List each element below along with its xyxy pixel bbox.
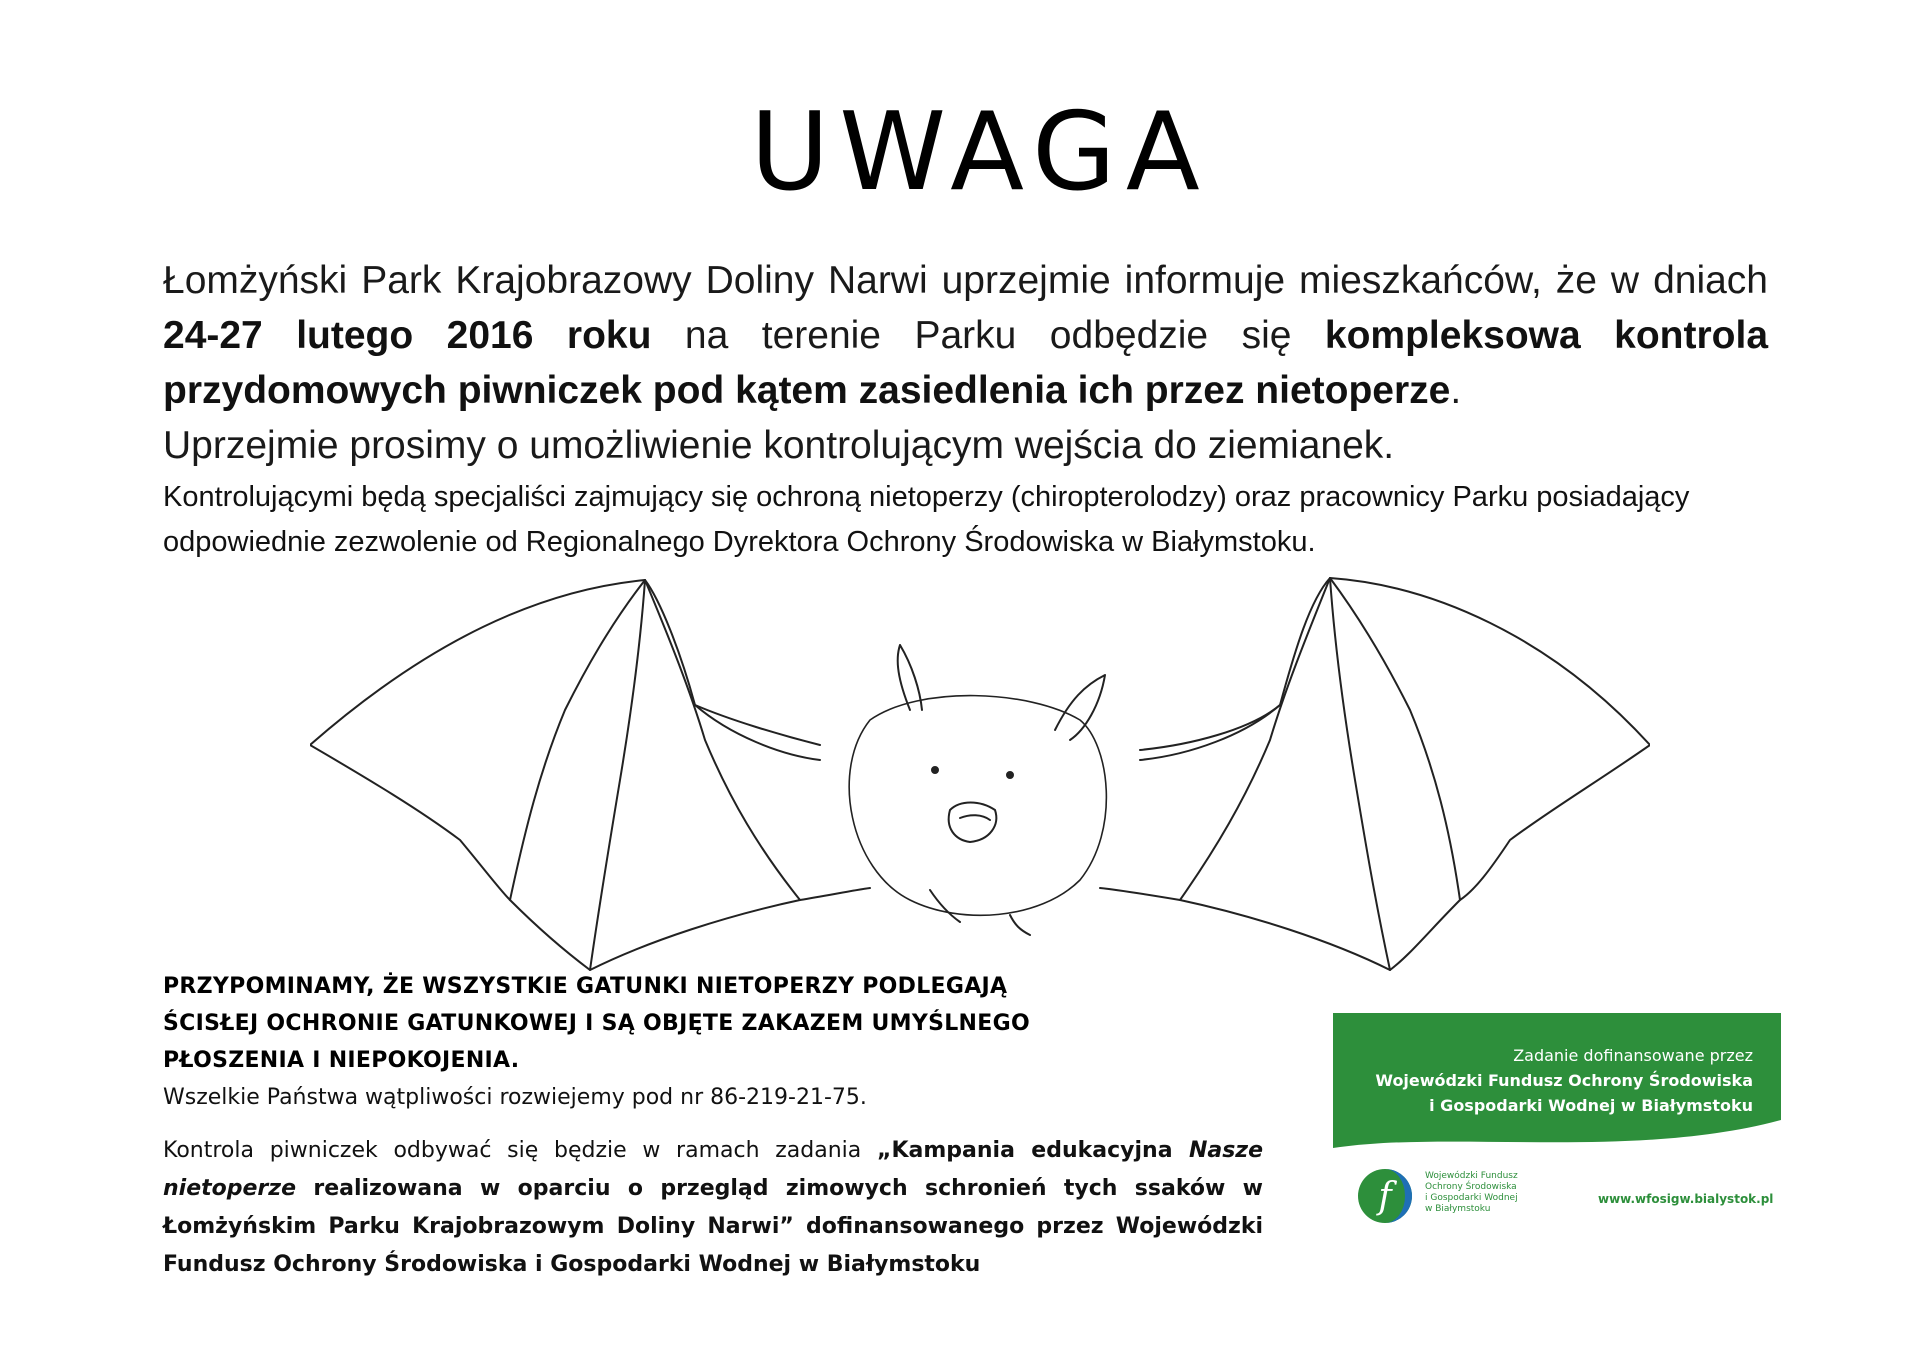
banner-wave xyxy=(1333,1120,1781,1160)
funder-line-1: Zadanie dofinansowane przez xyxy=(1513,1046,1753,1065)
intro-request: Uprzejmie prosimy o umożliwienie kontrolującym wejścia do ziemianek. xyxy=(163,424,1395,467)
intro-dates: 24-27 lutego 2016 roku xyxy=(163,314,652,357)
intro-text-a: Łomżyński Park Krajobrazowy Doliny Narwi uprzejmie informuje mieszkańców, że w dniach xyxy=(163,259,1768,302)
intro-text-end: . xyxy=(1450,369,1462,412)
fund-logo-icon xyxy=(1355,1166,1415,1226)
funder-text xyxy=(1375,1043,1753,1118)
controllers-note: Kontrolującymi będą specjaliści zajmujący się ochroną nietoperzy (chiropterolodzy) oraz pracownicy Parku posiadający odpowiednie zezwolenie od Regionalnego Dyrektora Ochrony Środowiska w Białymstoku. xyxy=(163,481,1690,558)
fund-website-link[interactable]: www.wfosigw.bialystok.pl xyxy=(1598,1192,1774,1206)
fund-logo-text: Wojewódzki Fundusz Ochrony Środowiska i Gospodarki Wodnej w Białymstoku xyxy=(1425,1171,1518,1214)
funder-banner xyxy=(1333,1013,1781,1160)
campaign-name: „Kampania edukacyjna xyxy=(877,1138,1189,1163)
funder-line-3: i Gospodarki Wodnej w Białymstoku xyxy=(1429,1096,1753,1115)
contact-phone-note: Wszelkie Państwa wątpliwości rozwiejemy pod nr 86-219-21-75. xyxy=(163,1085,867,1110)
reminder-line-2: ŚCISŁEJ OCHRONIE GATUNKOWEJ I SĄ OBJĘTE ZAKAZEM UMYŚLNEGO xyxy=(163,1011,1030,1036)
svg-text:f: f xyxy=(1378,1176,1392,1217)
campaign-note xyxy=(163,1132,1263,1284)
reminder-line-3: PŁOSZENIA I NIEPOKOJENIA. xyxy=(163,1048,520,1073)
campaign-name-italic: Nasze nietoperze xyxy=(163,1138,1264,1201)
intro-text-b: na terenie Parku odbędzie się xyxy=(651,314,1325,357)
protection-reminder xyxy=(163,968,1143,1079)
reminder-line-1: PRZYPOMINAMY, ŻE WSZYSTKIE GATUNKI NIETOPERZY PODLEGAJĄ xyxy=(163,974,1008,999)
page-title: UWAGA xyxy=(750,90,1210,215)
intro-paragraph xyxy=(163,253,1768,418)
funder-line-2: Wojewódzki Fundusz Ochrony Środowiska xyxy=(1375,1071,1753,1090)
intro-highlight: kompleksowa kontrola przydomowych piwniczek pod kątem zasiedlenia ich przez nietoperze xyxy=(163,314,1769,412)
campaign-text-a: Kontrola piwniczek odbywać się będzie w ramach zadania xyxy=(163,1138,877,1163)
campaign-text-rest: realizowana w oparciu o przegląd zimowych schronień tych ssaków w Łomżyńskim Parku Krajobrazowym Doliny Narwi” dofinansowanego przez Wojewódzki Fundusz Ochrony Środowiska i Gospodarki Wodnej w Białymstoku xyxy=(163,1176,1263,1277)
